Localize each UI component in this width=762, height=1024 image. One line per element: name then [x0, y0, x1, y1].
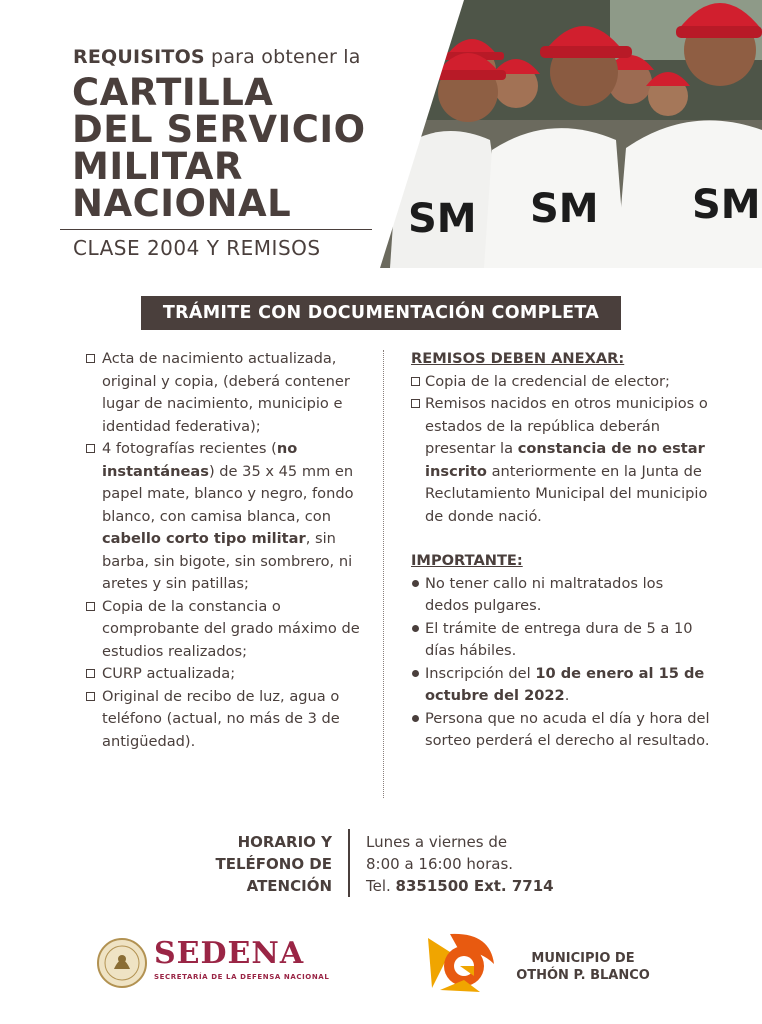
- item-text-bold: cabello corto tipo militar: [102, 530, 306, 547]
- municipio-line: MUNICIPIO DE: [531, 951, 635, 966]
- horario-hours: 8:00 a 16:00 horas.: [366, 855, 514, 873]
- sedena-name: SEDENA: [154, 936, 305, 971]
- page-title: [72, 71, 366, 225]
- horario-label-line: HORARIO Y: [237, 833, 332, 851]
- item-text: Inscripción del: [425, 664, 536, 682]
- list-item: [86, 686, 376, 754]
- checkbox-icon: [86, 602, 95, 611]
- item-text: anteriormente en la Junta de Reclutamiento Municipal del municipio de donde nació.: [425, 462, 708, 525]
- horario-label-line: ATENCIÓN: [246, 877, 332, 895]
- item-text: Copia de la credencial de elector;: [425, 372, 670, 390]
- bullet-icon: [412, 580, 419, 587]
- municipio-line: OTHÓN P. BLANCO: [516, 968, 650, 983]
- list-item: [86, 596, 376, 664]
- item-text: Copia de la constancia o comprobante del grado máximo de estudios realizados;: [102, 597, 360, 660]
- item-text: Acta de nacimiento actualizada, original y copia, (deberá contener lugar de nacimiento, municipio e identidad federativa);: [102, 350, 350, 435]
- shirt-letters: SM: [692, 182, 761, 228]
- spacer: [411, 528, 711, 550]
- item-text: 4 fotografías recientes (: [102, 440, 277, 457]
- municipio-emblem-icon: [420, 930, 496, 994]
- item-text: No tener callo ni maltratados los dedos pulgares.: [425, 574, 664, 614]
- list-item: [86, 348, 376, 438]
- list-item: [86, 663, 376, 686]
- title-line: MILITAR: [72, 145, 243, 188]
- list-item: [86, 438, 376, 596]
- list-item: [411, 573, 711, 618]
- checkbox-icon: [411, 399, 420, 408]
- item-text-bold: no instantáneas: [102, 440, 298, 480]
- bullet-icon: [412, 625, 419, 632]
- requisitos-rest: para obtener la: [204, 46, 361, 68]
- item-text-bold: constancia de no estar inscrito: [425, 440, 705, 480]
- horario-days: Lunes a viernes de: [366, 833, 508, 851]
- horario-label-line: TELÉFONO DE: [215, 855, 332, 873]
- checkbox-icon: [86, 444, 95, 453]
- list-item: [411, 371, 711, 394]
- list-item: [411, 708, 711, 753]
- title-divider: [60, 229, 372, 230]
- bullet-icon: [412, 670, 419, 677]
- item-text-bold: 10 de enero al 15 de octubre del 2022: [425, 664, 705, 704]
- item-text: Remisos nacidos en otros municipios o estados de la república deberán presentar la: [425, 395, 708, 457]
- right-column: [411, 348, 711, 753]
- item-text: ) de 35 x 45 mm en papel mate, blanco y negro, fondo blanco, con camisa blanca, con: [102, 462, 354, 525]
- horario-phone: [366, 875, 554, 897]
- phone-prefix: Tel.: [366, 877, 396, 895]
- requirements-list: [86, 348, 376, 753]
- checkbox-icon: [86, 354, 95, 363]
- shirt-letters: SM: [408, 196, 477, 242]
- phone-number: 8351500 Ext. 7714: [395, 877, 554, 895]
- checkbox-icon: [86, 669, 95, 678]
- item-text: .: [564, 687, 570, 704]
- mexico-seal-icon: [96, 937, 148, 989]
- requisitos-line: [73, 46, 361, 68]
- sedena-logo: [96, 933, 336, 993]
- header: [0, 0, 762, 270]
- item-text: CURP actualizada;: [102, 665, 236, 682]
- recruits-photo: [380, 0, 762, 268]
- list-item: [411, 618, 711, 663]
- clase-subtitle: CLASE 2004 Y REMISOS: [73, 236, 321, 260]
- municipio-name: [508, 950, 658, 984]
- title-line: DEL SERVICIO: [72, 108, 366, 151]
- item-text: Persona que no acuda el día y hora del sorteo perderá el derecho al resultado.: [425, 709, 710, 749]
- horario-values: [366, 831, 554, 897]
- list-item: [411, 393, 711, 528]
- title-line: NACIONAL: [72, 182, 292, 225]
- checkbox-icon: [411, 377, 420, 386]
- horario-label: [200, 831, 332, 897]
- sedena-subtitle: SECRETARÍA DE LA DEFENSA NACIONAL: [154, 973, 330, 981]
- importante-heading: IMPORTANTE:: [411, 552, 523, 569]
- bullet-icon: [412, 715, 419, 722]
- item-text: El trámite de entrega dura de 5 a 10 días hábiles.: [425, 619, 693, 659]
- item-text: , sin barba, sin bigote, sin sombrero, ni aretes y sin patillas;: [102, 530, 353, 592]
- banner: TRÁMITE CON DOCUMENTACIÓN COMPLETA: [141, 296, 621, 330]
- title-line: CARTILLA: [72, 71, 274, 114]
- item-text: Original de recibo de luz, agua o teléfono (actual, no más de 3 de antigüedad).: [102, 687, 340, 750]
- remisos-heading: REMISOS DEBEN ANEXAR:: [411, 350, 625, 367]
- municipio-logo: [420, 930, 680, 996]
- horario-divider: [348, 829, 350, 897]
- shirt-letters: SM: [530, 186, 599, 232]
- list-item: [411, 663, 711, 708]
- column-divider: [383, 350, 384, 798]
- checkbox-icon: [86, 692, 95, 701]
- requisitos-bold: REQUISITOS: [73, 46, 205, 68]
